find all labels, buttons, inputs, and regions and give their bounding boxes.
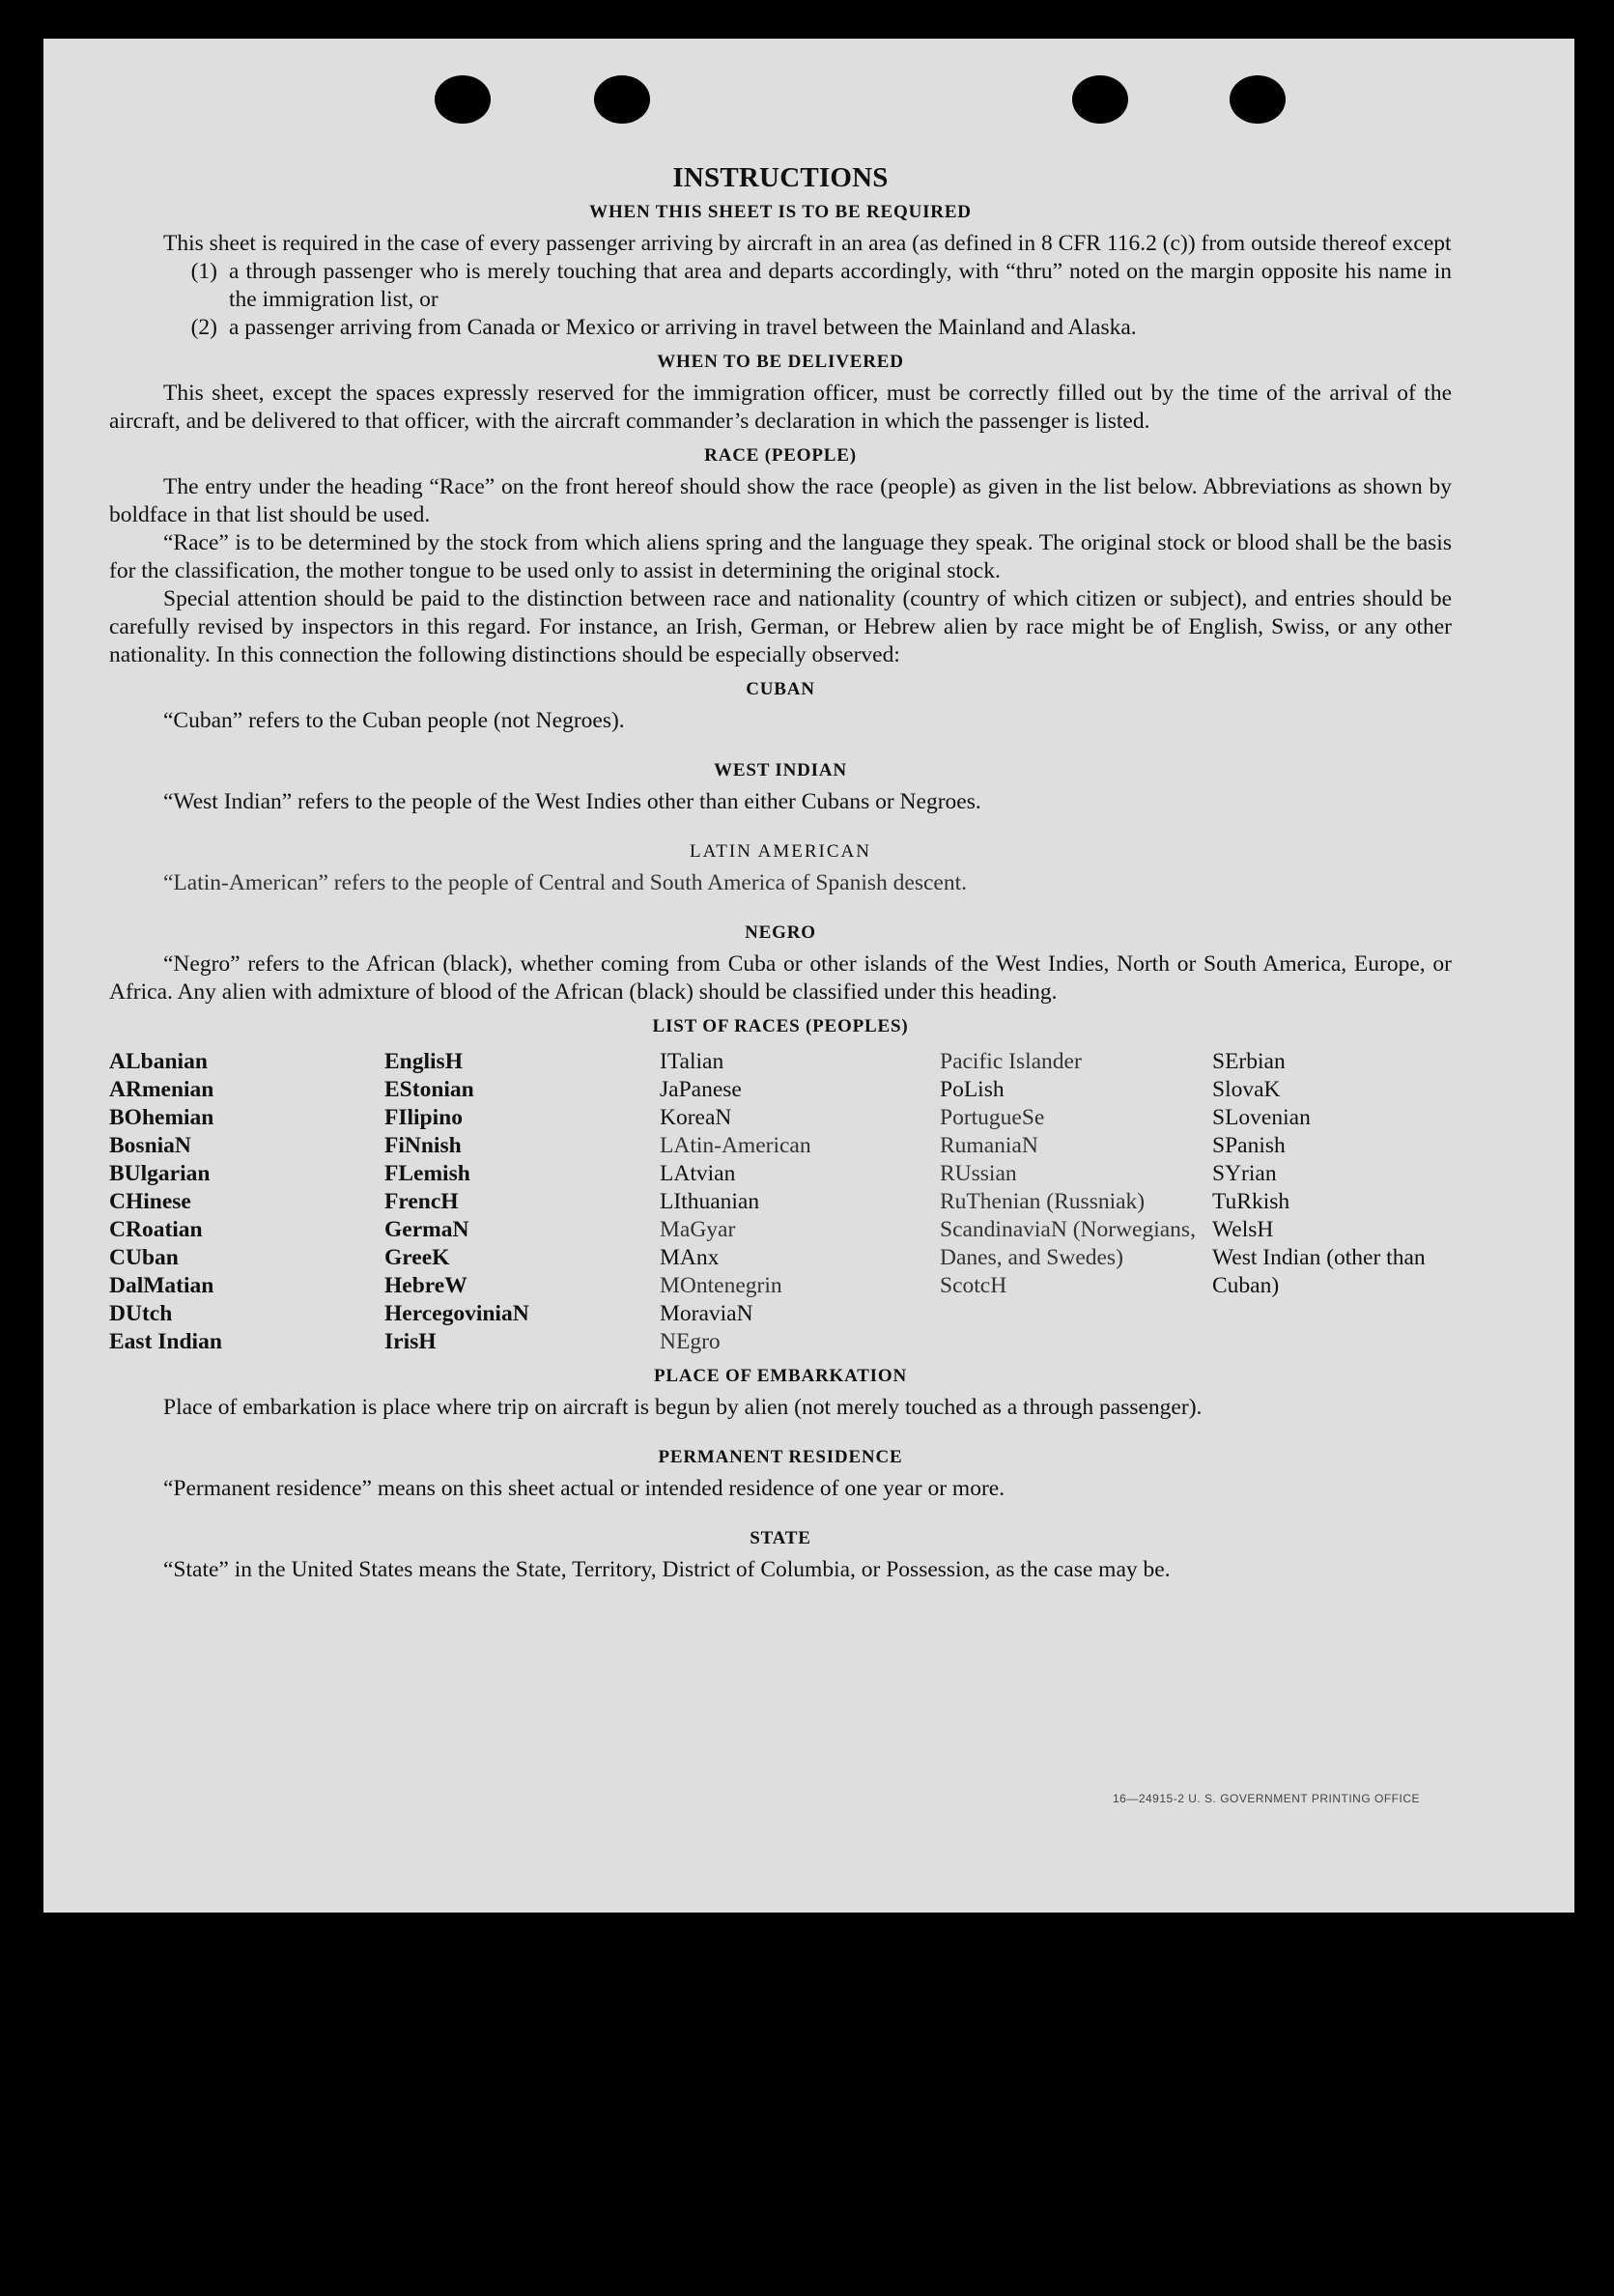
race-item: MOntenegrin [660,1273,782,1298]
race-item: IrisH [384,1329,437,1354]
race-item: ScotcH [940,1273,1007,1298]
printer-imprint: 16—24915-2 U. S. GOVERNMENT PRINTING OFFICE [1112,1792,1420,1805]
instructions-body [109,164,1452,1584]
section-heading-state: STATE [750,1528,811,1548]
races-column [384,1048,660,1356]
negro-text: “Negro” refers to the African (black), whether coming from Cuba or other islands of the West Indies, North or South America, Europe, or Africa. Any alien with admixture of blood of the African (black) should be classified under this heading. [109,951,1452,1005]
race-item: BosniaN [109,1133,191,1158]
race-item: RUssian [940,1161,1017,1186]
race-item: ITalian [660,1049,724,1074]
race-item: LIthuanian [660,1189,760,1214]
document-page [43,39,1574,1913]
race-item: LAtin-American [660,1133,811,1158]
race-item: MAnx [660,1245,720,1270]
item-text: a through passenger who is merely touching that area and departs accordingly, with “thru” noted on the margin opposite his name in the immigration list, or [229,259,1452,312]
section-heading-delivered: WHEN TO BE DELIVERED [657,352,904,372]
latin-american-text: “Latin-American” refers to the people of Central and South America of Spanish descent. [163,870,968,895]
race-item: NEgro [660,1329,721,1354]
race-item: LAtvian [660,1161,736,1186]
race-item: CUban [109,1245,179,1270]
punch-hole [594,75,650,124]
residence-text: “Permanent residence” means on this sheet actual or intended residence of one year or more. [163,1476,1005,1501]
embarkation-text: Place of embarkation is place where trip on aircraft is begun by alien (not merely touched as a through passenger). [163,1395,1203,1420]
race-item: DUtch [109,1301,173,1326]
race-item: EnglisH [384,1049,463,1074]
page-title: INSTRUCTIONS [672,162,889,193]
punch-hole [1230,75,1286,124]
races-column [1212,1048,1449,1356]
cuban-text: “Cuban” refers to the Cuban people (not Negroes). [163,708,625,733]
race-item: Pacific Islander [940,1049,1082,1074]
race-paragraph-3: Special attention should be paid to the distinction between race and nationality (country of which citizen or subject), and entries should be carefully revised by inspectors in this regard. For instance, an Irish, German, or Hebrew alien by race might be of English, Swiss, or any other nationality. In this connection the following distinctions should be especially observed: [109,586,1452,667]
race-item: TuRkish [1212,1189,1290,1214]
section-heading-residence: PERMANENT RESIDENCE [658,1447,903,1467]
race-item: FLemish [384,1161,470,1186]
race-item: SErbian [1212,1049,1286,1074]
races-list [109,1048,1452,1356]
race-item: MoraviaN [660,1301,753,1326]
races-column [940,1048,1212,1356]
race-item: HercegoviniaN [384,1301,529,1326]
punch-hole [435,75,491,124]
race-item: MaGyar [660,1217,736,1242]
exception-item [109,258,1452,314]
race-item: PortugueSe [940,1105,1045,1130]
race-item: FrencH [384,1189,459,1214]
section-heading-embarkation: PLACE OF EMBARKATION [654,1366,907,1386]
race-item: KoreaN [660,1105,732,1130]
race-item: East Indian [109,1329,222,1354]
race-item: ALbanian [109,1049,208,1074]
race-item: ARmenian [109,1077,214,1102]
state-text: “State” in the United States means the State, Territory, District of Columbia, or Possession, as the case may be. [163,1557,1171,1582]
race-item: RuThenian (Russniak) [940,1189,1146,1214]
race-item: DalMatian [109,1273,214,1298]
race-item: PoLish [940,1077,1005,1102]
section-heading-negro: NEGRO [745,922,816,943]
punch-hole [1072,75,1128,124]
section-heading-west-indian: WEST INDIAN [714,760,847,780]
section-heading-race: RACE (PEOPLE) [704,445,857,466]
section-heading-latin-american: LATIN AMERICAN [690,841,871,862]
race-item: WelsH [1212,1217,1274,1242]
race-paragraph-1: The entry under the heading “Race” on the front hereof should show the race (people) as given in the list below. Abbreviations as shown by boldface in that list should be used. [109,474,1452,527]
race-item: SLovenian [1212,1105,1311,1130]
race-item: SPanish [1212,1133,1286,1158]
race-item: GermaN [384,1217,469,1242]
race-item: SlovaK [1212,1077,1281,1102]
item-number: (1) [190,259,217,284]
exception-item [109,314,1452,342]
race-item: RumaniaN [940,1133,1038,1158]
race-item: ScandinaviaN (Norwegians, Danes, and Swedes) [940,1217,1196,1270]
west-indian-text: “West Indian” refers to the people of the West Indies other than either Cubans or Negroes. [163,789,981,814]
races-column [660,1048,940,1356]
race-item: CHinese [109,1189,191,1214]
delivered-text: This sheet, except the spaces expressly reserved for the immigration officer, must be correctly filled out by the time of the arrival of the aircraft, and be delivered to that officer, with the aircraft commander’s declaration in which the passenger is listed. [109,381,1452,434]
race-item: HebreW [384,1273,467,1298]
race-item: BUlgarian [109,1161,211,1186]
race-item: JaPanese [660,1077,742,1102]
section-heading-required: WHEN THIS SHEET IS TO BE REQUIRED [589,202,972,222]
race-item: BOhemian [109,1105,214,1130]
race-item: FiNnish [384,1133,462,1158]
race-item: SYrian [1212,1161,1277,1186]
item-number: (2) [190,315,217,340]
section-heading-races-list: LIST OF RACES (PEOPLES) [652,1016,909,1036]
races-column [109,1048,384,1356]
race-item: GreeK [384,1245,450,1270]
section-heading-cuban: CUBAN [746,679,815,699]
race-paragraph-2: “Race” is to be determined by the stock from which aliens spring and the language they speak. The original stock or blood shall be the basis for the classification, the mother tongue to be used only to assist in determining the original stock. [109,530,1452,583]
race-item: FIlipino [384,1105,463,1130]
race-item: West Indian (other than Cuban) [1212,1245,1426,1298]
item-text: a passenger arriving from Canada or Mexico or arriving in travel between the Mainland and Alaska. [229,315,1137,340]
required-intro: This sheet is required in the case of every passenger arriving by aircraft in an area (as defined in 8 CFR 116.2 (c)) from outside thereof except [163,231,1452,256]
race-item: EStonian [384,1077,474,1102]
race-item: CRoatian [109,1217,203,1242]
